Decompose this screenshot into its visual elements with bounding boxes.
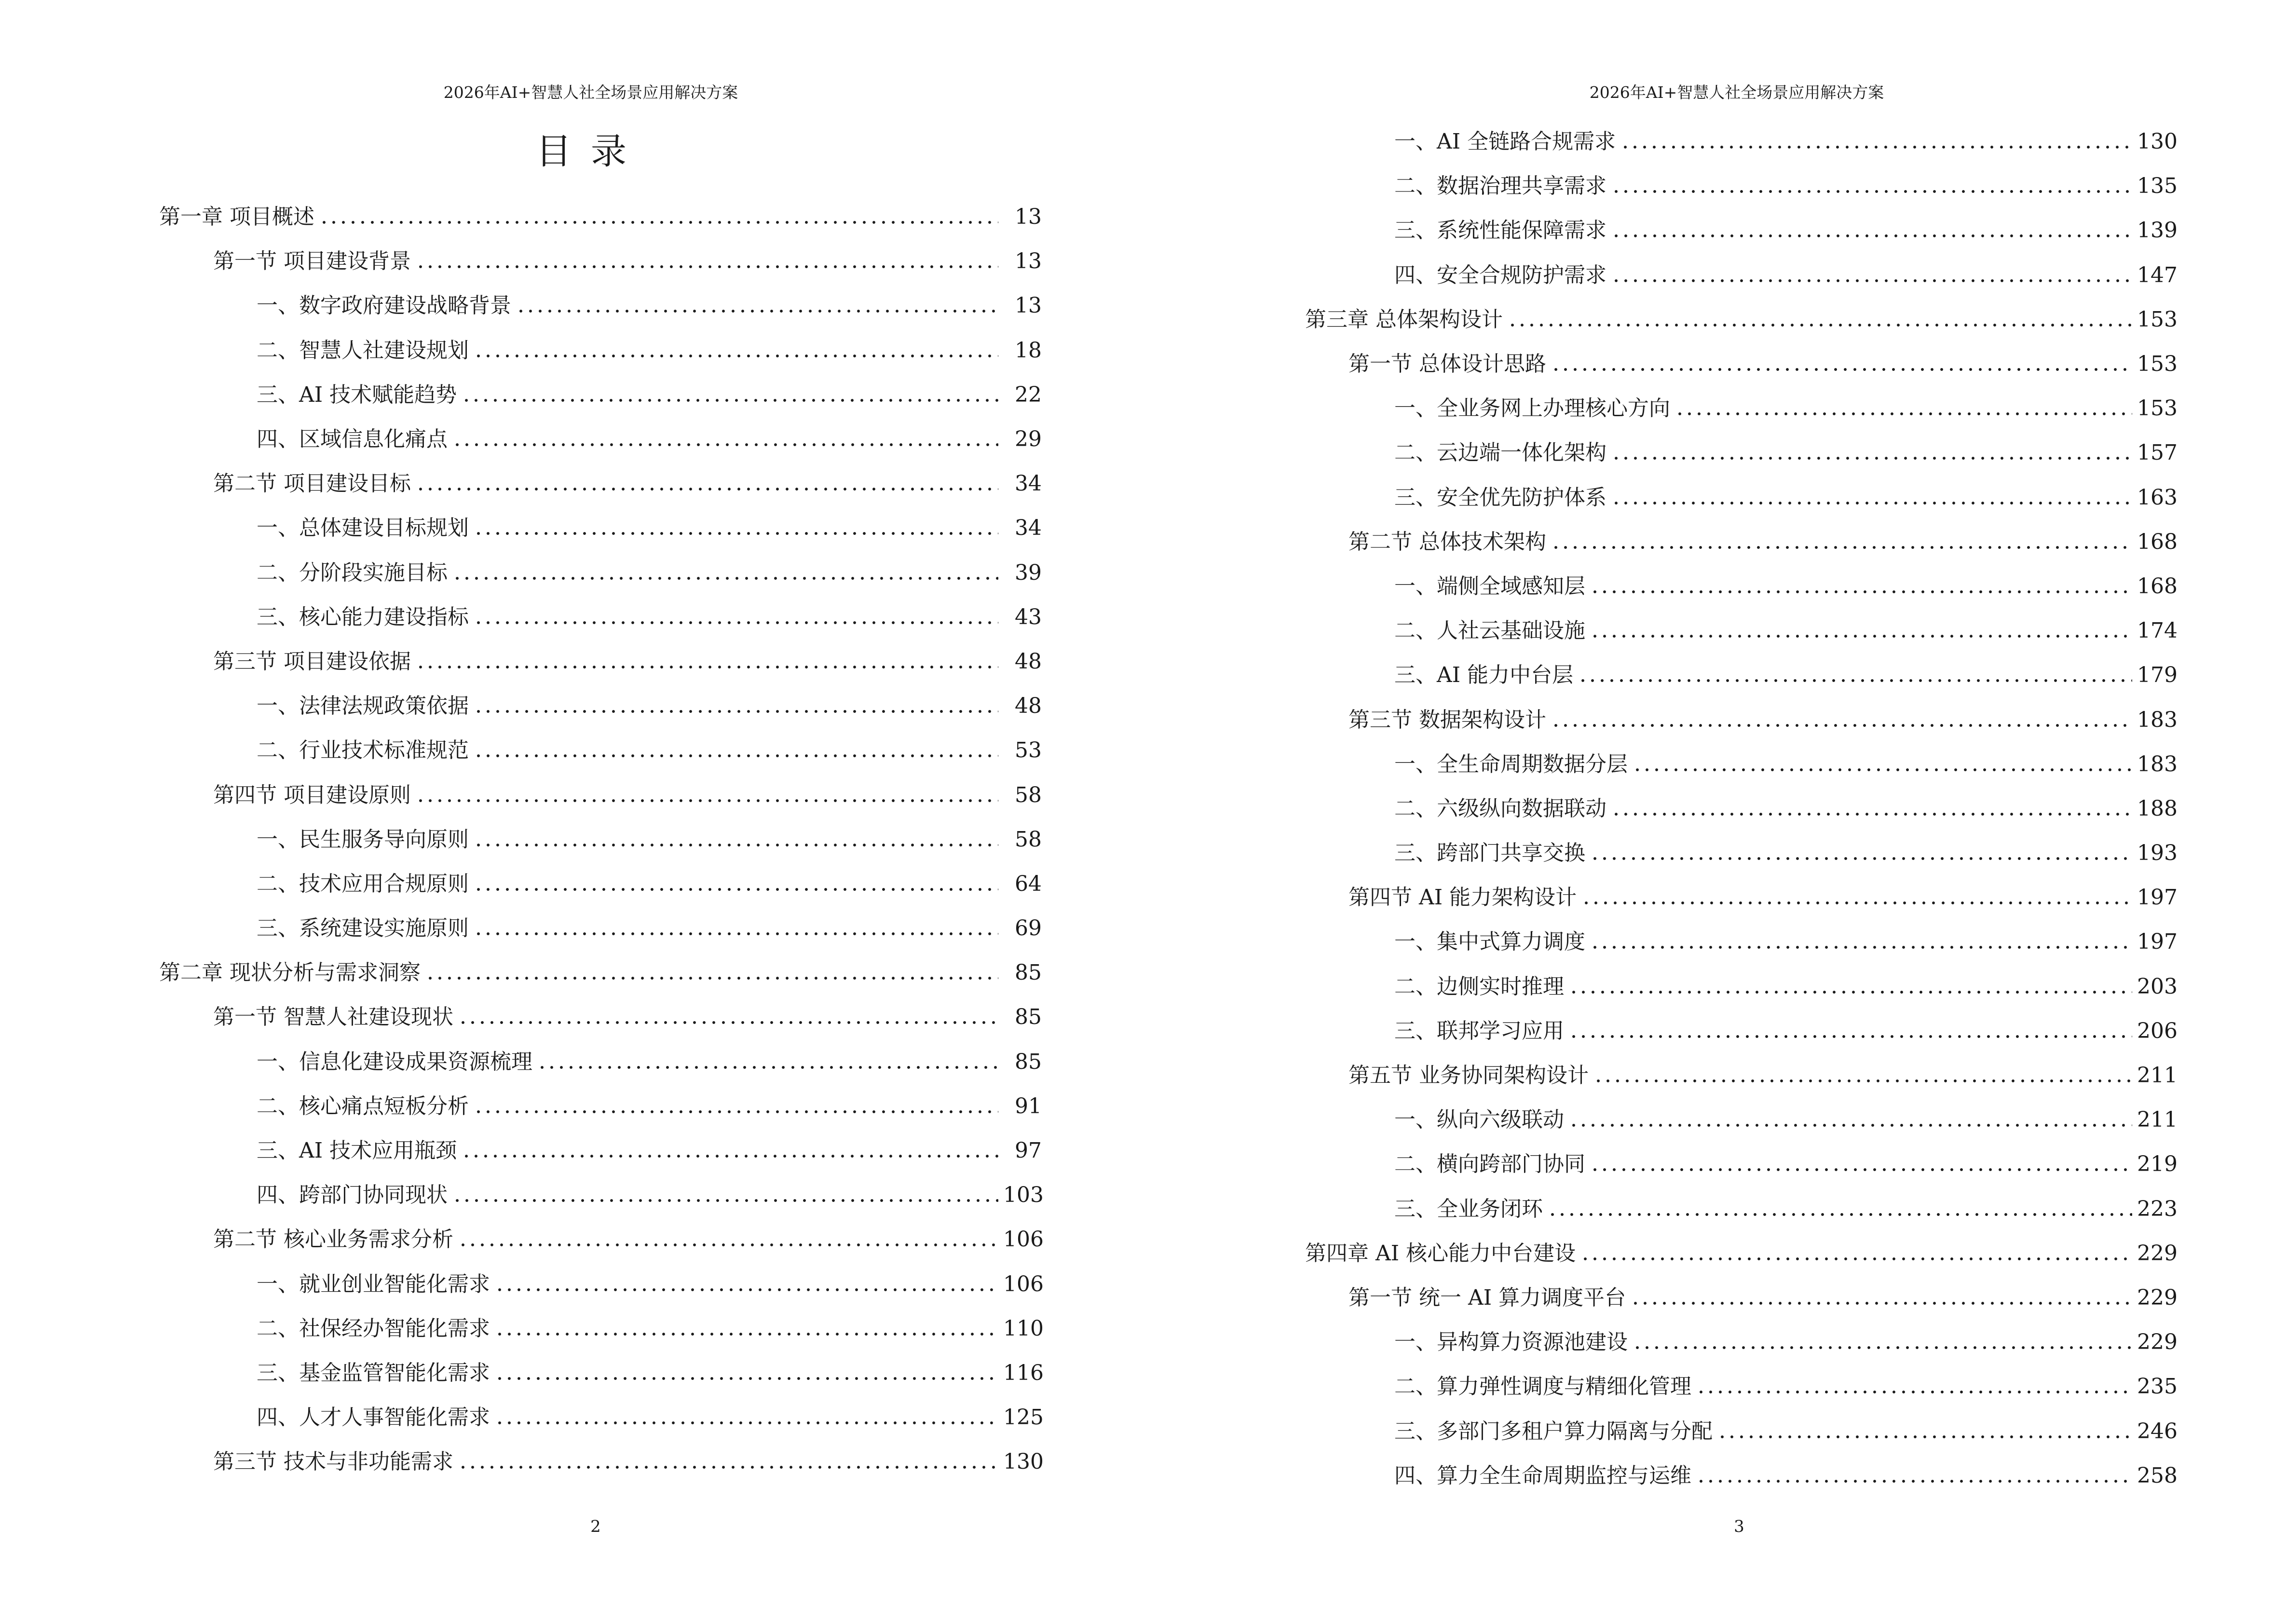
toc-entry-page: 153 bbox=[2137, 307, 2178, 332]
dot-leader bbox=[474, 879, 998, 900]
toc-entry[interactable] bbox=[1144, 1276, 2176, 1320]
toc-entry[interactable] bbox=[1144, 697, 2176, 742]
toc-entry-page: 206 bbox=[2137, 1018, 2178, 1043]
toc-entry-page: 53 bbox=[1015, 738, 1042, 763]
dot-leader bbox=[1580, 1248, 2132, 1269]
toc-entry-page: 130 bbox=[1003, 1449, 1044, 1474]
toc-entry-label: 第三章 总体架构设计 bbox=[1305, 307, 1503, 332]
toc-entry-page: 22 bbox=[1015, 382, 1042, 407]
toc-entry-label: 第一节 项目建设背景 bbox=[213, 249, 411, 274]
toc-entry-label: 四、安全合规防护需求 bbox=[1394, 262, 1606, 287]
toc-entry[interactable] bbox=[1144, 1320, 2176, 1365]
toc-entry-label: 二、六级纵向数据联动 bbox=[1394, 796, 1606, 821]
toc-entry-page: 258 bbox=[2137, 1463, 2178, 1488]
dot-leader bbox=[1675, 403, 2132, 424]
toc-entry[interactable] bbox=[1144, 742, 2176, 787]
toc-entry[interactable] bbox=[0, 1395, 1042, 1440]
dot-leader bbox=[516, 300, 998, 322]
toc-entry-page: 168 bbox=[2137, 529, 2178, 554]
dot-leader bbox=[1611, 804, 2132, 825]
dot-leader bbox=[1590, 937, 2132, 958]
page-number: 3 bbox=[1734, 1517, 1744, 1536]
toc-entry-label: 二、边侧实时推理 bbox=[1394, 974, 1564, 999]
toc-entry-page: 193 bbox=[2137, 841, 2178, 866]
toc-entry[interactable] bbox=[1144, 164, 2176, 208]
toc-entry-label: 四、跨部门协同现状 bbox=[257, 1183, 448, 1208]
toc-entry-page: 13 bbox=[1015, 249, 1042, 274]
toc-entry[interactable] bbox=[0, 506, 1042, 550]
dot-leader bbox=[1590, 848, 2132, 869]
toc-entry-label: 第一节 统一 AI 算力调度平台 bbox=[1348, 1285, 1626, 1310]
toc-entry-label: 一、民生服务导向原则 bbox=[257, 827, 469, 852]
toc-entry-label: 二、数据治理共享需求 bbox=[1394, 174, 1606, 199]
toc-entry-page: 34 bbox=[1015, 471, 1042, 496]
toc-entry-label: 第二节 项目建设目标 bbox=[213, 471, 411, 496]
dot-leader bbox=[1696, 1471, 2132, 1492]
toc-entry-page: 48 bbox=[1015, 649, 1042, 674]
toc-entry-page: 203 bbox=[2137, 974, 2178, 999]
dot-leader bbox=[495, 1412, 998, 1433]
dot-leader bbox=[1620, 136, 2132, 158]
dot-leader bbox=[462, 390, 998, 411]
dot-leader bbox=[458, 1234, 998, 1256]
dot-leader bbox=[1696, 1381, 2132, 1403]
toc-entry-page: 197 bbox=[2137, 885, 2178, 910]
dot-leader bbox=[1569, 1115, 2132, 1136]
dot-leader bbox=[474, 834, 998, 856]
toc-entry-label: 三、系统性能保障需求 bbox=[1394, 218, 1606, 243]
toc-entry-label: 第二节 核心业务需求分析 bbox=[213, 1227, 453, 1252]
toc-entry[interactable] bbox=[1144, 787, 2176, 831]
page-number: 2 bbox=[590, 1517, 601, 1536]
dot-leader bbox=[474, 1101, 998, 1122]
dot-leader bbox=[452, 1190, 998, 1211]
dot-leader bbox=[1611, 270, 2132, 291]
toc-entry-page: 139 bbox=[2137, 218, 2178, 243]
toc-entry[interactable] bbox=[1144, 120, 2176, 164]
dot-leader bbox=[416, 256, 998, 277]
toc-entry-page: 147 bbox=[2137, 262, 2178, 287]
toc-entry-label: 四、算力全生命周期监控与运维 bbox=[1394, 1463, 1691, 1488]
toc-entry-label: 三、系统建设实施原则 bbox=[257, 916, 469, 941]
toc-entry-page: 39 bbox=[1015, 560, 1042, 585]
toc-entry[interactable] bbox=[0, 195, 1042, 239]
toc-entry-label: 第三节 技术与非功能需求 bbox=[213, 1449, 453, 1474]
toc-entry[interactable] bbox=[0, 1040, 1042, 1084]
toc-entry-page: 29 bbox=[1015, 427, 1042, 452]
toc-entry-label: 二、云边端一体化架构 bbox=[1394, 440, 1606, 465]
dot-leader bbox=[495, 1324, 998, 1345]
dot-leader bbox=[1633, 759, 2132, 780]
toc-entry[interactable] bbox=[0, 239, 1042, 284]
toc-list bbox=[0, 195, 1042, 1484]
toc-entry-label: 一、端侧全域感知层 bbox=[1394, 573, 1585, 599]
toc-entry-page: 135 bbox=[2137, 174, 2178, 199]
toc-entry[interactable] bbox=[0, 551, 1042, 595]
dot-leader bbox=[458, 1457, 998, 1478]
toc-entry-label: 三、AI 能力中台层 bbox=[1394, 663, 1574, 688]
dot-leader bbox=[1569, 1026, 2132, 1047]
toc-entry-page: 91 bbox=[1015, 1093, 1042, 1119]
toc-entry-label: 一、全业务网上办理核心方向 bbox=[1394, 396, 1670, 421]
running-header: 2026年AI+智慧人社全场景应用解决方案 bbox=[443, 83, 738, 102]
toc-entry-page: 69 bbox=[1015, 916, 1042, 941]
toc-entry[interactable] bbox=[0, 1440, 1042, 1484]
dot-leader bbox=[319, 212, 998, 233]
toc-entry-label: 第五节 业务协同架构设计 bbox=[1348, 1063, 1589, 1088]
toc-entry-page: 153 bbox=[2137, 352, 2178, 377]
toc-entry-page: 64 bbox=[1015, 871, 1042, 896]
toc-entry-label: 一、AI 全链路合规需求 bbox=[1394, 129, 1616, 154]
dot-leader bbox=[474, 923, 998, 944]
toc-entry-label: 第三节 项目建设依据 bbox=[213, 649, 411, 674]
toc-entry[interactable] bbox=[0, 728, 1042, 773]
toc-entry[interactable] bbox=[0, 284, 1042, 328]
toc-entry-label: 四、人才人事智能化需求 bbox=[257, 1405, 490, 1430]
toc-entry-label: 三、跨部门共享交换 bbox=[1394, 841, 1585, 866]
dot-leader bbox=[1611, 492, 2132, 514]
toc-entry-page: 246 bbox=[2137, 1419, 2178, 1444]
toc-entry-label: 第四节 项目建设原则 bbox=[213, 782, 411, 807]
toc-entry-label: 三、安全优先防护体系 bbox=[1394, 485, 1606, 510]
toc-entry-page: 219 bbox=[2137, 1152, 2178, 1177]
toc-entry-label: 二、人社云基础设施 bbox=[1394, 618, 1585, 643]
toc-entry-label: 第一节 总体设计思路 bbox=[1348, 352, 1546, 377]
toc-entry-label: 三、基金监管智能化需求 bbox=[257, 1360, 490, 1385]
toc-entry-label: 一、就业创业智能化需求 bbox=[257, 1271, 490, 1296]
toc-entry-page: 58 bbox=[1015, 782, 1042, 807]
dot-leader bbox=[458, 1012, 998, 1033]
toc-entry-page: 183 bbox=[2137, 707, 2178, 732]
toc-entry[interactable] bbox=[1144, 653, 2176, 697]
toc-entry-label: 一、全生命周期数据分层 bbox=[1394, 751, 1628, 777]
toc-entry[interactable] bbox=[1144, 298, 2176, 342]
toc-entry-page: 174 bbox=[2137, 618, 2178, 643]
toc-entry[interactable] bbox=[0, 595, 1042, 640]
toc-entry-page: 106 bbox=[1003, 1271, 1044, 1296]
toc-entry-page: 106 bbox=[1003, 1227, 1044, 1252]
toc-entry-page: 197 bbox=[2137, 929, 2178, 955]
toc-entry-label: 一、纵向六级联动 bbox=[1394, 1107, 1564, 1133]
dot-leader bbox=[1590, 1159, 2132, 1180]
toc-page-right bbox=[1144, 0, 2287, 1624]
toc-entry-label: 第四章 AI 核心能力中台建设 bbox=[1305, 1241, 1576, 1266]
toc-entry[interactable] bbox=[0, 1351, 1042, 1395]
toc-entry-page: 183 bbox=[2137, 751, 2178, 777]
toc-entry-page: 116 bbox=[1003, 1360, 1044, 1385]
dot-leader bbox=[416, 478, 998, 500]
toc-entry[interactable] bbox=[0, 640, 1042, 684]
toc-entry-page: 229 bbox=[2137, 1285, 2178, 1310]
dot-leader bbox=[425, 968, 998, 989]
toc-entry-page: 85 bbox=[1015, 1049, 1042, 1074]
dot-leader bbox=[1551, 715, 2132, 736]
toc-entry-label: 二、智慧人社建设规划 bbox=[257, 338, 469, 363]
dot-leader bbox=[1590, 581, 2132, 602]
dot-leader bbox=[1508, 314, 2132, 336]
toc-entry-label: 第一节 智慧人社建设现状 bbox=[213, 1005, 453, 1030]
toc-entry-page: 157 bbox=[2137, 440, 2178, 465]
toc-entry-label: 三、多部门多租户算力隔离与分配 bbox=[1394, 1419, 1713, 1444]
toc-entry[interactable] bbox=[0, 951, 1042, 995]
dot-leader bbox=[452, 568, 998, 589]
toc-entry-page: 110 bbox=[1003, 1316, 1044, 1341]
toc-entry[interactable] bbox=[0, 1217, 1042, 1262]
dot-leader bbox=[495, 1279, 998, 1300]
dot-leader bbox=[1633, 1337, 2132, 1358]
toc-entry[interactable] bbox=[1144, 875, 2176, 920]
toc-entry[interactable] bbox=[0, 818, 1042, 862]
dot-leader bbox=[1631, 1293, 2132, 1314]
dot-leader bbox=[416, 656, 998, 678]
toc-entry-label: 第四节 AI 能力架构设计 bbox=[1348, 885, 1577, 910]
toc-entry[interactable] bbox=[1144, 342, 2176, 386]
dot-leader bbox=[1590, 626, 2132, 647]
toc-entry-label: 一、数字政府建设战略背景 bbox=[257, 293, 511, 318]
toc-entry-page: 168 bbox=[2137, 573, 2178, 599]
toc-entry-label: 三、联邦学习应用 bbox=[1394, 1018, 1564, 1043]
toc-entry-label: 二、横向跨部门协同 bbox=[1394, 1152, 1585, 1177]
toc-entry[interactable] bbox=[0, 1129, 1042, 1173]
toc-entry[interactable] bbox=[1144, 253, 2176, 298]
dot-leader bbox=[1581, 892, 2132, 914]
toc-entry[interactable] bbox=[1144, 520, 2176, 564]
toc-entry-label: 三、AI 技术赋能趋势 bbox=[257, 382, 457, 407]
toc-entry-page: 130 bbox=[2137, 129, 2178, 154]
toc-entry[interactable] bbox=[0, 862, 1042, 906]
toc-entry[interactable] bbox=[0, 684, 1042, 728]
toc-entry-page: 43 bbox=[1015, 604, 1042, 629]
toc-entry-label: 第三节 数据架构设计 bbox=[1348, 707, 1546, 732]
dot-leader bbox=[1551, 537, 2132, 558]
dot-leader bbox=[1551, 359, 2132, 380]
toc-entry-label: 第二章 现状分析与需求洞察 bbox=[159, 960, 421, 985]
toc-entry-label: 二、社保经办智能化需求 bbox=[257, 1316, 490, 1341]
dot-leader bbox=[1717, 1426, 2132, 1447]
toc-entry[interactable] bbox=[1144, 476, 2176, 520]
running-header: 2026年AI+智慧人社全场景应用解决方案 bbox=[1589, 83, 1884, 102]
toc-entry-label: 二、算力弹性调度与精细化管理 bbox=[1394, 1374, 1691, 1399]
dot-leader bbox=[474, 612, 998, 633]
toc-list bbox=[1144, 120, 2176, 1498]
toc-entry-page: 85 bbox=[1015, 960, 1042, 985]
toc-entry-label: 三、核心能力建设指标 bbox=[257, 604, 469, 629]
toc-entry-page: 97 bbox=[1015, 1138, 1042, 1163]
toc-entry-page: 188 bbox=[2137, 796, 2178, 821]
toc-entry-page: 58 bbox=[1015, 827, 1042, 852]
dot-leader bbox=[462, 1146, 998, 1167]
dot-leader bbox=[1548, 1204, 2132, 1225]
dot-leader bbox=[474, 345, 998, 367]
toc-entry[interactable] bbox=[1144, 1187, 2176, 1231]
toc-entry[interactable] bbox=[1144, 564, 2176, 609]
toc-entry-page: 48 bbox=[1015, 694, 1042, 719]
dot-leader bbox=[495, 1368, 998, 1389]
toc-entry-label: 二、分阶段实施目标 bbox=[257, 560, 448, 585]
toc-entry-label: 一、异构算力资源池建设 bbox=[1394, 1330, 1628, 1355]
toc-entry[interactable] bbox=[1144, 1053, 2176, 1098]
toc-entry-page: 85 bbox=[1015, 1005, 1042, 1030]
toc-entry-label: 第一章 项目概述 bbox=[159, 205, 314, 230]
toc-entry-page: 179 bbox=[2137, 663, 2178, 688]
toc-entry-label: 一、集中式算力调度 bbox=[1394, 929, 1585, 955]
dot-leader bbox=[537, 1057, 998, 1078]
toc-entry-label: 三、AI 技术应用瓶颈 bbox=[257, 1138, 457, 1163]
toc-entry-label: 一、信息化建设成果资源梳理 bbox=[257, 1049, 532, 1074]
toc-entry-label: 二、核心痛点短板分析 bbox=[257, 1093, 469, 1119]
toc-entry[interactable] bbox=[0, 1084, 1042, 1129]
toc-entry-page: 34 bbox=[1015, 516, 1042, 541]
toc-entry[interactable] bbox=[1144, 1365, 2176, 1409]
toc-entry-page: 163 bbox=[2137, 485, 2178, 510]
toc-entry-label: 一、法律法规政策依据 bbox=[257, 694, 469, 719]
dot-leader bbox=[1611, 181, 2132, 202]
toc-entry[interactable] bbox=[1144, 1409, 2176, 1453]
toc-entry[interactable] bbox=[0, 773, 1042, 817]
toc-entry[interactable] bbox=[1144, 831, 2176, 875]
toc-entry-label: 四、区域信息化痛点 bbox=[257, 427, 448, 452]
toc-entry[interactable] bbox=[1144, 386, 2176, 431]
dot-leader bbox=[1569, 982, 2132, 1003]
toc-entry[interactable] bbox=[1144, 208, 2176, 253]
dot-leader bbox=[1611, 448, 2132, 469]
dot-leader bbox=[474, 745, 998, 766]
toc-entry[interactable] bbox=[1144, 609, 2176, 653]
toc-entry-page: 223 bbox=[2137, 1196, 2178, 1221]
toc-entry-label: 一、总体建设目标规划 bbox=[257, 516, 469, 541]
toc-title: 目录 bbox=[536, 131, 646, 172]
toc-entry-page: 18 bbox=[1015, 338, 1042, 363]
toc-entry[interactable] bbox=[1144, 1454, 2176, 1498]
toc-entry-page: 211 bbox=[2137, 1063, 2178, 1088]
toc-entry[interactable] bbox=[0, 1173, 1042, 1217]
toc-entry[interactable] bbox=[0, 906, 1042, 951]
toc-entry[interactable] bbox=[0, 462, 1042, 506]
toc-entry[interactable] bbox=[0, 373, 1042, 417]
toc-entry[interactable] bbox=[0, 995, 1042, 1039]
toc-entry[interactable] bbox=[1144, 1009, 2176, 1053]
toc-entry-page: 153 bbox=[2137, 396, 2178, 421]
toc-entry[interactable] bbox=[1144, 965, 2176, 1009]
toc-entry-label: 第二节 总体技术架构 bbox=[1348, 529, 1546, 554]
toc-entry-page: 229 bbox=[2137, 1330, 2178, 1355]
toc-entry[interactable] bbox=[0, 328, 1042, 373]
toc-entry-page: 229 bbox=[2137, 1241, 2178, 1266]
toc-entry-page: 13 bbox=[1015, 293, 1042, 318]
dot-leader bbox=[1611, 225, 2132, 246]
toc-entry[interactable] bbox=[1144, 920, 2176, 964]
dot-leader bbox=[474, 701, 998, 722]
toc-entry-page: 13 bbox=[1015, 205, 1042, 230]
dot-leader bbox=[474, 523, 998, 544]
dot-leader bbox=[1578, 670, 2132, 691]
toc-entry-label: 二、行业技术标准规范 bbox=[257, 738, 469, 763]
toc-entry-label: 三、全业务闭环 bbox=[1394, 1196, 1543, 1221]
toc-entry-page: 125 bbox=[1003, 1405, 1044, 1430]
toc-entry[interactable] bbox=[0, 1307, 1042, 1351]
toc-entry[interactable] bbox=[0, 1262, 1042, 1307]
toc-entry-label: 二、技术应用合规原则 bbox=[257, 871, 469, 896]
toc-entry[interactable] bbox=[0, 417, 1042, 462]
toc-entry[interactable] bbox=[1144, 1142, 2176, 1187]
dot-leader bbox=[416, 790, 998, 811]
toc-entry-page: 211 bbox=[2137, 1107, 2178, 1133]
toc-entry-page: 103 bbox=[1003, 1183, 1044, 1208]
dot-leader bbox=[1593, 1070, 2132, 1092]
toc-entry[interactable] bbox=[1144, 1231, 2176, 1276]
dot-leader bbox=[452, 434, 998, 455]
toc-entry-page: 235 bbox=[2137, 1374, 2178, 1399]
toc-entry[interactable] bbox=[1144, 1098, 2176, 1142]
toc-entry[interactable] bbox=[1144, 431, 2176, 475]
